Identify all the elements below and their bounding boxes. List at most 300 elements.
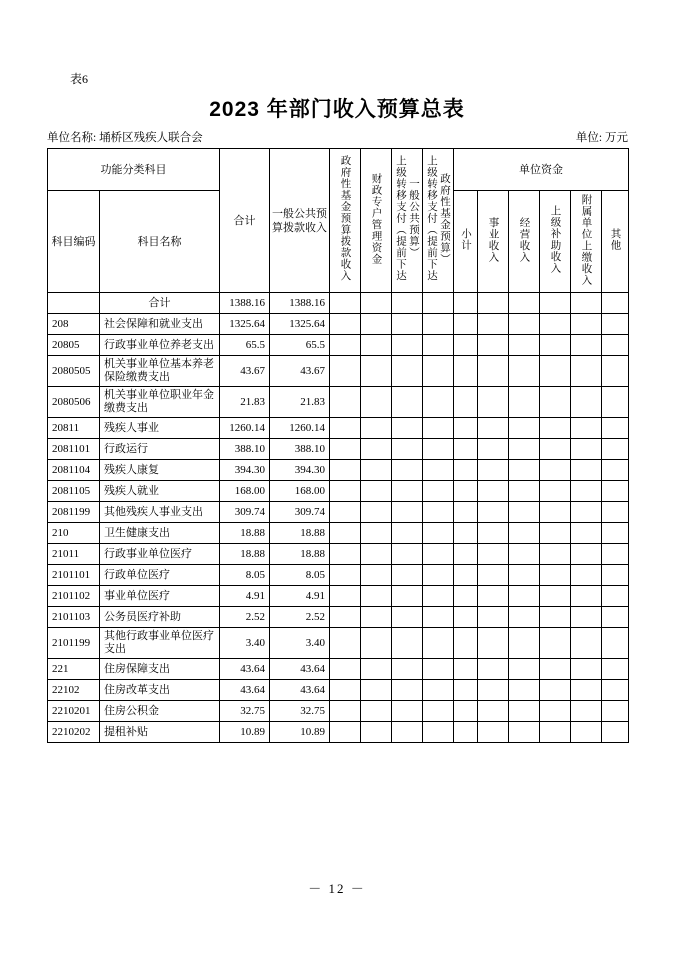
table-row xyxy=(48,607,629,628)
cell-gov-fund-budget xyxy=(330,335,361,356)
cell-general-public-budget: 43.67 xyxy=(270,356,330,387)
cell-general-public-budget: 394.30 xyxy=(270,460,330,481)
cell-subject-name: 残疾人康复 xyxy=(100,460,220,481)
cell-subtotal xyxy=(454,523,478,544)
cell-transfer-fund xyxy=(423,565,454,586)
cell-fiscal-special-account xyxy=(361,335,392,356)
cell-other xyxy=(602,701,629,722)
cell-superior-subsidy-income xyxy=(540,701,571,722)
cell-transfer-general xyxy=(392,439,423,460)
cell-business-income xyxy=(478,460,509,481)
budget-table-body xyxy=(48,293,629,743)
cell-operating-income xyxy=(509,439,540,460)
table-row xyxy=(48,293,629,314)
cell-total: 4.91 xyxy=(220,586,270,607)
cell-fiscal-special-account xyxy=(361,460,392,481)
cell-operating-income xyxy=(509,680,540,701)
header-total xyxy=(220,149,270,293)
cell-other xyxy=(602,565,629,586)
cell-affiliated-unit-income xyxy=(571,586,602,607)
cell-subject-code: 2081104 xyxy=(48,460,100,481)
cell-operating-income xyxy=(509,565,540,586)
cell-business-income xyxy=(478,586,509,607)
cell-affiliated-unit-income xyxy=(571,722,602,743)
cell-fiscal-special-account xyxy=(361,356,392,387)
cell-general-public-budget: 2.52 xyxy=(270,607,330,628)
cell-operating-income xyxy=(509,335,540,356)
cell-operating-income xyxy=(509,701,540,722)
cell-total: 1388.16 xyxy=(220,293,270,314)
cell-superior-subsidy-income xyxy=(540,722,571,743)
header-subject-code xyxy=(48,191,100,293)
cell-business-income xyxy=(478,356,509,387)
header-subject-name xyxy=(100,191,220,293)
cell-total: 18.88 xyxy=(220,523,270,544)
cell-business-income xyxy=(478,439,509,460)
cell-gov-fund-budget xyxy=(330,502,361,523)
cell-transfer-fund xyxy=(423,628,454,659)
table-row xyxy=(48,418,629,439)
cell-fiscal-special-account xyxy=(361,586,392,607)
cell-total: 32.75 xyxy=(220,701,270,722)
cell-subject-name: 提租补贴 xyxy=(100,722,220,743)
header-subject-name-label: 科目名称 xyxy=(137,235,182,248)
unit-name-label: 单位名称: 埇桥区残疾人联合会 xyxy=(47,132,203,144)
cell-operating-income xyxy=(509,502,540,523)
cell-transfer-general xyxy=(392,680,423,701)
cell-total: 65.5 xyxy=(220,335,270,356)
cell-transfer-general xyxy=(392,335,423,356)
table-row xyxy=(48,356,629,387)
cell-general-public-budget: 65.5 xyxy=(270,335,330,356)
cell-general-public-budget: 3.40 xyxy=(270,628,330,659)
cell-total: 43.64 xyxy=(220,680,270,701)
header-fiscal-special-account xyxy=(361,149,392,293)
cell-gov-fund-budget xyxy=(330,680,361,701)
cell-subject-code: 2080506 xyxy=(48,387,100,418)
cell-subtotal xyxy=(454,607,478,628)
cell-gov-fund-budget xyxy=(330,523,361,544)
table-row xyxy=(48,439,629,460)
cell-total: 168.00 xyxy=(220,481,270,502)
cell-transfer-general xyxy=(392,356,423,387)
header-functional-classification xyxy=(48,149,220,191)
cell-other xyxy=(602,659,629,680)
cell-general-public-budget: 4.91 xyxy=(270,586,330,607)
cell-subtotal xyxy=(454,314,478,335)
cell-subject-code: 210 xyxy=(48,523,100,544)
cell-subject-code: 2080505 xyxy=(48,356,100,387)
cell-subject-name: 卫生健康支出 xyxy=(100,523,220,544)
header-business-income-label: 事业收入 xyxy=(487,216,499,263)
cell-subtotal xyxy=(454,356,478,387)
cell-general-public-budget: 168.00 xyxy=(270,481,330,502)
cell-business-income xyxy=(478,544,509,565)
header-superior-transfer-fund xyxy=(423,149,454,293)
cell-general-public-budget: 1260.14 xyxy=(270,418,330,439)
cell-business-income xyxy=(478,314,509,335)
cell-superior-subsidy-income xyxy=(540,293,571,314)
cell-total: 1325.64 xyxy=(220,314,270,335)
cell-transfer-general xyxy=(392,502,423,523)
header-other xyxy=(602,191,629,293)
header-subject-code-label: 科目编码 xyxy=(51,235,96,248)
cell-affiliated-unit-income xyxy=(571,293,602,314)
header-general-public-budget xyxy=(270,149,330,293)
cell-subtotal xyxy=(454,628,478,659)
table-row xyxy=(48,628,629,659)
cell-subject-name: 机关事业单位基本养老保险缴费支出 xyxy=(100,356,220,387)
cell-general-public-budget: 32.75 xyxy=(270,701,330,722)
cell-superior-subsidy-income xyxy=(540,523,571,544)
cell-superior-subsidy-income xyxy=(540,356,571,387)
cell-superior-subsidy-income xyxy=(540,387,571,418)
cell-other xyxy=(602,502,629,523)
cell-subject-code: 2210201 xyxy=(48,701,100,722)
cell-other xyxy=(602,293,629,314)
cell-superior-subsidy-income xyxy=(540,659,571,680)
cell-general-public-budget: 43.64 xyxy=(270,659,330,680)
cell-superior-subsidy-income xyxy=(540,502,571,523)
cell-superior-subsidy-income xyxy=(540,314,571,335)
cell-other xyxy=(602,523,629,544)
cell-other xyxy=(602,544,629,565)
table-row xyxy=(48,701,629,722)
cell-gov-fund-budget xyxy=(330,565,361,586)
header-gov-fund-budget-label: 政府性基金预算拨款收入 xyxy=(339,155,351,282)
cell-subtotal xyxy=(454,544,478,565)
cell-other xyxy=(602,628,629,659)
cell-superior-subsidy-income xyxy=(540,586,571,607)
cell-subject-code: 208 xyxy=(48,314,100,335)
cell-general-public-budget: 21.83 xyxy=(270,387,330,418)
cell-subject-code: 221 xyxy=(48,659,100,680)
cell-fiscal-special-account xyxy=(361,439,392,460)
cell-transfer-general xyxy=(392,628,423,659)
cell-operating-income xyxy=(509,607,540,628)
cell-transfer-fund xyxy=(423,544,454,565)
cell-fiscal-special-account xyxy=(361,628,392,659)
cell-subject-code: 22102 xyxy=(48,680,100,701)
cell-gov-fund-budget xyxy=(330,628,361,659)
cell-affiliated-unit-income xyxy=(571,523,602,544)
cell-subject-code: 2101101 xyxy=(48,565,100,586)
header-superior-subsidy-income xyxy=(540,191,571,293)
cell-other xyxy=(602,439,629,460)
cell-operating-income xyxy=(509,586,540,607)
cell-fiscal-special-account xyxy=(361,544,392,565)
cell-total: 43.67 xyxy=(220,356,270,387)
cell-total: 309.74 xyxy=(220,502,270,523)
cell-fiscal-special-account xyxy=(361,565,392,586)
header-unit-funds xyxy=(454,149,629,191)
cell-business-income xyxy=(478,659,509,680)
header-operating-income xyxy=(509,191,540,293)
cell-fiscal-special-account xyxy=(361,680,392,701)
cell-subtotal xyxy=(454,680,478,701)
cell-superior-subsidy-income xyxy=(540,481,571,502)
cell-general-public-budget: 388.10 xyxy=(270,439,330,460)
cell-subtotal xyxy=(454,418,478,439)
cell-transfer-fund xyxy=(423,481,454,502)
header-other-label: 其他 xyxy=(609,228,621,251)
cell-subject-name: 行政单位医疗 xyxy=(100,565,220,586)
cell-transfer-general xyxy=(392,607,423,628)
header-affiliated-unit-income-label: 附属单位上缴收入 xyxy=(580,193,592,286)
cell-affiliated-unit-income xyxy=(571,659,602,680)
cell-total: 43.64 xyxy=(220,659,270,680)
cell-operating-income xyxy=(509,481,540,502)
cell-operating-income xyxy=(509,628,540,659)
cell-general-public-budget: 18.88 xyxy=(270,544,330,565)
header-unit-funds-label: 单位资金 xyxy=(519,163,564,176)
cell-affiliated-unit-income xyxy=(571,607,602,628)
cell-subtotal xyxy=(454,387,478,418)
cell-fiscal-special-account xyxy=(361,701,392,722)
table-row xyxy=(48,335,629,356)
cell-business-income xyxy=(478,722,509,743)
cell-superior-subsidy-income xyxy=(540,680,571,701)
cell-total: 3.40 xyxy=(220,628,270,659)
cell-transfer-fund xyxy=(423,460,454,481)
table-row xyxy=(48,481,629,502)
cell-general-public-budget: 18.88 xyxy=(270,523,330,544)
cell-transfer-fund xyxy=(423,387,454,418)
cell-fiscal-special-account xyxy=(361,659,392,680)
cell-business-income xyxy=(478,565,509,586)
cell-superior-subsidy-income xyxy=(540,565,571,586)
cell-subject-name: 事业单位医疗 xyxy=(100,586,220,607)
cell-subject-name: 残疾人就业 xyxy=(100,481,220,502)
cell-general-public-budget: 10.89 xyxy=(270,722,330,743)
cell-subject-name: 其他残疾人事业支出 xyxy=(100,502,220,523)
cell-general-public-budget: 1325.64 xyxy=(270,314,330,335)
cell-other xyxy=(602,418,629,439)
header-total-label: 合计 xyxy=(233,214,256,227)
header-superior-transfer-general-label: 上级转移支付（提前下达一般公共预算） xyxy=(395,155,419,282)
cell-gov-fund-budget xyxy=(330,586,361,607)
cell-affiliated-unit-income xyxy=(571,680,602,701)
cell-subtotal xyxy=(454,481,478,502)
cell-business-income xyxy=(478,607,509,628)
cell-transfer-general xyxy=(392,293,423,314)
cell-subject-name: 住房保障支出 xyxy=(100,659,220,680)
cell-subject-name: 合计 xyxy=(100,293,220,314)
cell-subtotal xyxy=(454,439,478,460)
cell-general-public-budget: 309.74 xyxy=(270,502,330,523)
cell-fiscal-special-account xyxy=(361,481,392,502)
cell-transfer-general xyxy=(392,523,423,544)
cell-transfer-general xyxy=(392,460,423,481)
cell-gov-fund-budget xyxy=(330,460,361,481)
cell-subject-code: 20805 xyxy=(48,335,100,356)
cell-total: 388.10 xyxy=(220,439,270,460)
header-gov-fund-budget xyxy=(330,149,361,293)
cell-subject-name: 残疾人事业 xyxy=(100,418,220,439)
cell-other xyxy=(602,387,629,418)
header-general-public-budget-label: 一般公共预算拨款收入 xyxy=(272,207,327,234)
cell-total: 10.89 xyxy=(220,722,270,743)
cell-other xyxy=(602,586,629,607)
cell-transfer-fund xyxy=(423,607,454,628)
cell-operating-income xyxy=(509,722,540,743)
budget-table xyxy=(47,148,629,743)
cell-gov-fund-budget xyxy=(330,701,361,722)
cell-subject-name: 其他行政事业单位医疗支出 xyxy=(100,628,220,659)
cell-gov-fund-budget xyxy=(330,607,361,628)
table-number-label: 表6 xyxy=(70,72,89,86)
cell-total: 18.88 xyxy=(220,544,270,565)
cell-transfer-fund xyxy=(423,335,454,356)
cell-fiscal-special-account xyxy=(361,387,392,418)
table-row xyxy=(48,680,629,701)
cell-transfer-fund xyxy=(423,659,454,680)
cell-total: 21.83 xyxy=(220,387,270,418)
cell-affiliated-unit-income xyxy=(571,335,602,356)
cell-operating-income xyxy=(509,387,540,418)
cell-transfer-fund xyxy=(423,586,454,607)
cell-affiliated-unit-income xyxy=(571,356,602,387)
cell-business-income xyxy=(478,523,509,544)
cell-transfer-fund xyxy=(423,502,454,523)
cell-fiscal-special-account xyxy=(361,418,392,439)
header-functional-classification-label: 功能分类科目 xyxy=(100,163,167,176)
cell-subject-code: 2081199 xyxy=(48,502,100,523)
cell-subject-name: 机关事业单位职业年金缴费支出 xyxy=(100,387,220,418)
cell-subtotal xyxy=(454,502,478,523)
cell-operating-income xyxy=(509,523,540,544)
cell-transfer-fund xyxy=(423,314,454,335)
table-row xyxy=(48,523,629,544)
cell-transfer-general xyxy=(392,544,423,565)
cell-gov-fund-budget xyxy=(330,544,361,565)
cell-general-public-budget: 1388.16 xyxy=(270,293,330,314)
cell-gov-fund-budget xyxy=(330,439,361,460)
table-row xyxy=(48,659,629,680)
cell-total: 1260.14 xyxy=(220,418,270,439)
cell-general-public-budget: 8.05 xyxy=(270,565,330,586)
cell-transfer-general xyxy=(392,481,423,502)
cell-transfer-general xyxy=(392,314,423,335)
cell-gov-fund-budget xyxy=(330,387,361,418)
cell-transfer-general xyxy=(392,701,423,722)
table-row xyxy=(48,565,629,586)
table-row xyxy=(48,586,629,607)
cell-transfer-general xyxy=(392,418,423,439)
cell-subject-code: 2101102 xyxy=(48,586,100,607)
cell-total: 2.52 xyxy=(220,607,270,628)
cell-superior-subsidy-income xyxy=(540,418,571,439)
cell-affiliated-unit-income xyxy=(571,387,602,418)
cell-other xyxy=(602,722,629,743)
cell-business-income xyxy=(478,502,509,523)
cell-transfer-general xyxy=(392,586,423,607)
cell-transfer-fund xyxy=(423,356,454,387)
cell-affiliated-unit-income xyxy=(571,502,602,523)
cell-operating-income xyxy=(509,293,540,314)
cell-other xyxy=(602,314,629,335)
cell-operating-income xyxy=(509,659,540,680)
cell-subject-name: 公务员医疗补助 xyxy=(100,607,220,628)
cell-operating-income xyxy=(509,460,540,481)
currency-unit-label: 单位: 万元 xyxy=(575,132,628,144)
cell-affiliated-unit-income xyxy=(571,628,602,659)
cell-gov-fund-budget xyxy=(330,659,361,680)
cell-transfer-fund xyxy=(423,680,454,701)
cell-gov-fund-budget xyxy=(330,722,361,743)
cell-superior-subsidy-income xyxy=(540,460,571,481)
header-superior-subsidy-income-label: 上级补助收入 xyxy=(549,205,561,274)
cell-fiscal-special-account xyxy=(361,523,392,544)
header-affiliated-unit-income xyxy=(571,191,602,293)
cell-subject-name: 行政运行 xyxy=(100,439,220,460)
cell-transfer-general xyxy=(392,565,423,586)
cell-subtotal xyxy=(454,460,478,481)
cell-transfer-general xyxy=(392,722,423,743)
header-superior-transfer-general xyxy=(392,149,423,293)
cell-superior-subsidy-income xyxy=(540,544,571,565)
cell-affiliated-unit-income xyxy=(571,460,602,481)
cell-subject-code: 20811 xyxy=(48,418,100,439)
header-subtotal-label: 小计 xyxy=(460,228,471,251)
cell-other xyxy=(602,481,629,502)
cell-operating-income xyxy=(509,418,540,439)
header-row-top xyxy=(48,149,629,191)
cell-superior-subsidy-income xyxy=(540,439,571,460)
header-subtotal xyxy=(454,191,478,293)
cell-subject-code: 21011 xyxy=(48,544,100,565)
cell-business-income xyxy=(478,418,509,439)
cell-subject-name: 住房改革支出 xyxy=(100,680,220,701)
budget-table-header xyxy=(48,149,629,293)
cell-affiliated-unit-income xyxy=(571,481,602,502)
cell-subject-name: 社会保障和就业支出 xyxy=(100,314,220,335)
cell-transfer-fund xyxy=(423,293,454,314)
cell-subtotal xyxy=(454,586,478,607)
table-row xyxy=(48,544,629,565)
cell-gov-fund-budget xyxy=(330,418,361,439)
cell-total: 394.30 xyxy=(220,460,270,481)
cell-subtotal xyxy=(454,565,478,586)
cell-subtotal xyxy=(454,722,478,743)
cell-transfer-fund xyxy=(423,439,454,460)
cell-subtotal xyxy=(454,701,478,722)
cell-gov-fund-budget xyxy=(330,356,361,387)
cell-fiscal-special-account xyxy=(361,607,392,628)
table-row xyxy=(48,460,629,481)
cell-business-income xyxy=(478,628,509,659)
cell-subject-code: 2101199 xyxy=(48,628,100,659)
cell-fiscal-special-account xyxy=(361,293,392,314)
cell-business-income xyxy=(478,293,509,314)
cell-transfer-fund xyxy=(423,523,454,544)
cell-subject-code: 2081101 xyxy=(48,439,100,460)
cell-total: 8.05 xyxy=(220,565,270,586)
cell-subject-code: 2101103 xyxy=(48,607,100,628)
cell-affiliated-unit-income xyxy=(571,565,602,586)
cell-affiliated-unit-income xyxy=(571,314,602,335)
header-business-income xyxy=(478,191,509,293)
cell-subtotal xyxy=(454,659,478,680)
page-title: 2023 年部门收入预算总表 xyxy=(209,98,465,121)
cell-general-public-budget: 43.64 xyxy=(270,680,330,701)
cell-subject-code xyxy=(48,293,100,314)
cell-business-income xyxy=(478,680,509,701)
table-row xyxy=(48,502,629,523)
cell-transfer-general xyxy=(392,659,423,680)
cell-affiliated-unit-income xyxy=(571,439,602,460)
cell-affiliated-unit-income xyxy=(571,418,602,439)
